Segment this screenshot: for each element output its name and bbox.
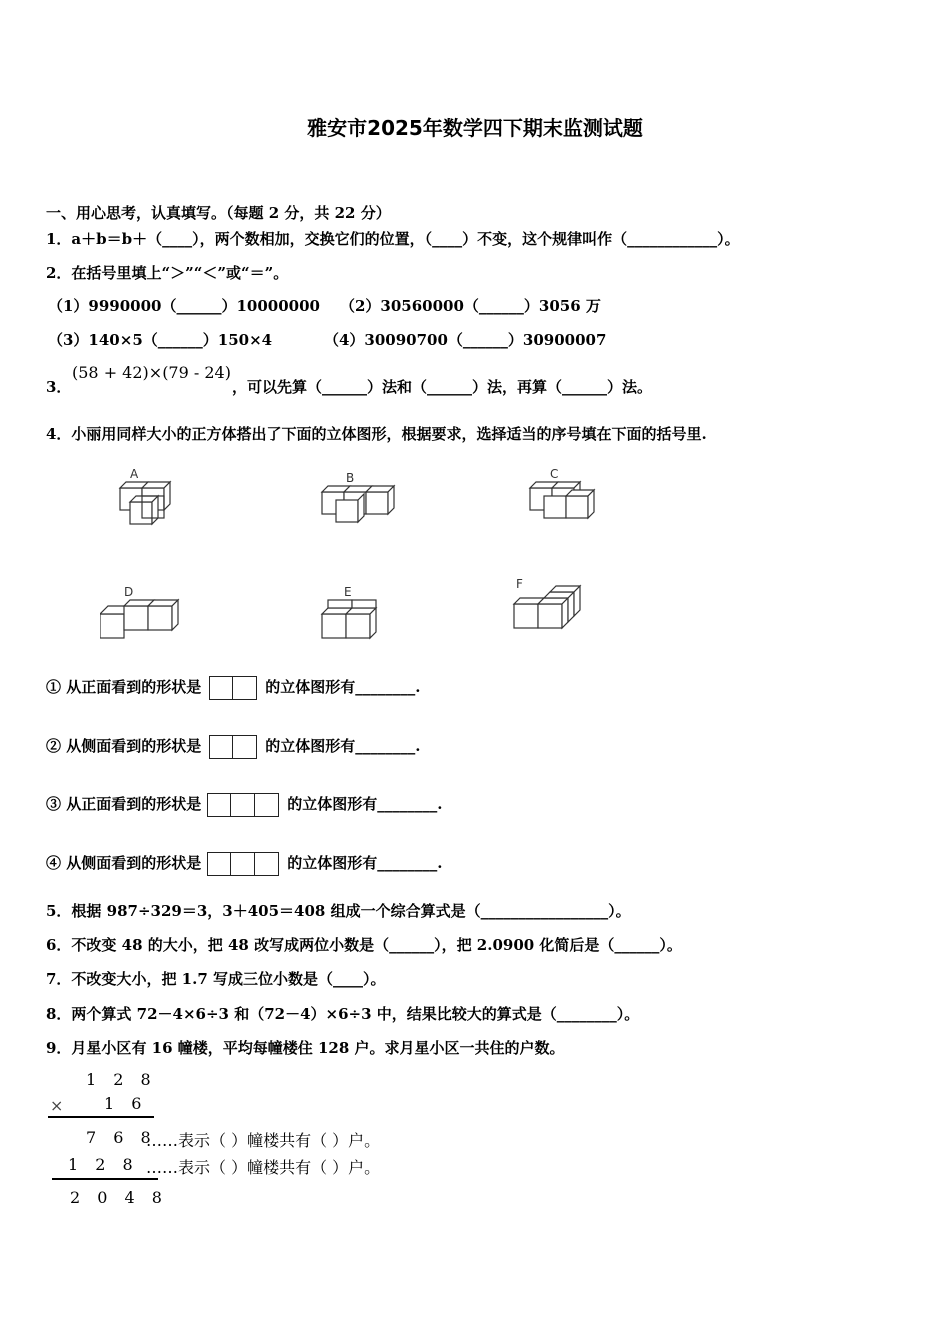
figure-f	[514, 577, 580, 628]
figure-a-label: A	[130, 467, 139, 481]
question-2-part-3: （3）140×5（______）150×4	[48, 331, 273, 349]
question-4: 4．小丽用同样大小的正方体搭出了下面的立体图形，根据要求，选择适当的序号填在下面的括号里.	[46, 425, 707, 443]
figure-d	[100, 585, 178, 638]
figure-c-label: C	[550, 467, 559, 481]
three-square-front-view	[207, 793, 279, 817]
figure-a	[120, 467, 170, 524]
question-5: 5．根据 987÷329＝3，3＋405＝408 组成一个综合算式是（_________________）。	[46, 902, 631, 920]
calc-times-sign: ×	[50, 1096, 70, 1115]
question-7: 7．不改变大小，把 1.7 写成三位小数是（____）。	[46, 970, 386, 988]
calc-partial-2: 1 2 8	[68, 1155, 139, 1174]
calc-line-1	[48, 1116, 154, 1118]
question-6: 6．不改变 48 的大小，把 48 改写成两位小数是（______），把 2.0900 化简后是（______）。	[46, 936, 682, 954]
figure-f-label: F	[516, 577, 523, 591]
question-1: 1．a＋b＝b＋（____），两个数相加，交换它们的位置，（____）不变，这个规律叫作（____________）。	[46, 230, 740, 248]
question-4-sub-4: ④ 从侧面看到的形状是 的立体图形有________.	[46, 852, 442, 876]
calc-partial-1-note: ……表示（ ）幢楼共有（ ）户。	[146, 1131, 381, 1150]
figure-e-label: E	[344, 585, 352, 599]
question-2: 2．在括号里填上“＞”“＜”或“＝”。	[46, 264, 289, 282]
calc-partial-2-note: ……表示（ ）幢楼共有（ ）户。	[146, 1158, 381, 1177]
calc-partial-1: 7 6 8	[86, 1128, 157, 1147]
question-2-part-1: （1）9990000（______）10000000	[48, 297, 320, 315]
two-square-front-view	[209, 676, 257, 700]
three-square-side-view	[207, 852, 279, 876]
question-8: 8．两个算式 72－4×6÷3 和（72－4）×6÷3 中，结果比较大的算式是（________）。	[46, 1005, 640, 1023]
page-title: 雅安市2025年数学四下期末监测试题	[307, 116, 643, 140]
question-2-part-2: （2）30560000（______）3056 万	[340, 297, 601, 315]
calc-multiplier: 1 6	[104, 1094, 148, 1113]
question-9: 9．月星小区有 16 幢楼，平均每幢楼住 128 户。求月星小区一共住的户数。	[46, 1039, 565, 1057]
figure-b	[322, 471, 394, 522]
figure-b-label: B	[346, 471, 355, 485]
cube-figures	[100, 460, 620, 650]
section-heading: 一、用心思考，认真填写。（每题 2 分，共 22 分）	[46, 204, 391, 222]
question-4-sub-3: ③ 从正面看到的形状是 的立体图形有________.	[46, 793, 442, 817]
question-3-expression: (58 + 42)×(79 - 24)	[72, 363, 231, 382]
question-4-sub-2: ② 从侧面看到的形状是 的立体图形有________.	[46, 735, 420, 759]
figure-e	[322, 585, 376, 638]
two-square-side-view	[209, 735, 257, 759]
question-4-sub-1: ① 从正面看到的形状是 的立体图形有________.	[46, 676, 420, 700]
figure-d-label: D	[124, 585, 134, 599]
calc-multiplicand: 1 2 8	[86, 1070, 157, 1089]
question-3-number: 3．	[46, 378, 72, 396]
question-2-part-4: （4）30090700（______）30900007	[324, 331, 607, 349]
question-3-text: ，可以先算（______）法和（______）法，再算（______）法。	[232, 378, 653, 396]
calc-line-2	[52, 1178, 158, 1180]
figure-c	[530, 467, 594, 518]
calc-result: 2 0 4 8	[70, 1188, 168, 1207]
